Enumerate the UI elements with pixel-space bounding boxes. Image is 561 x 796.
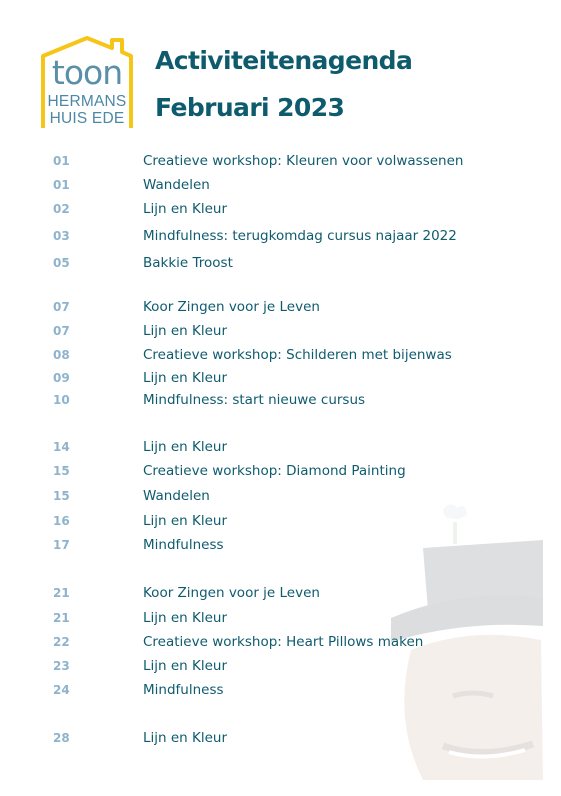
agenda-item — [0, 151, 561, 171]
agenda-day: 16 — [53, 514, 70, 528]
agenda-item — [0, 728, 561, 748]
agenda-day: 15 — [53, 464, 70, 478]
agenda-item — [0, 321, 561, 341]
agenda-activity: Lijn en Kleur — [143, 439, 228, 455]
agenda-item — [0, 345, 561, 365]
agenda-activity: Lijn en Kleur — [143, 370, 228, 386]
agenda-day: 17 — [53, 538, 70, 552]
agenda-day: 09 — [53, 371, 70, 385]
agenda-item — [0, 175, 561, 195]
agenda-item — [0, 583, 561, 603]
agenda-activity: Lijn en Kleur — [143, 610, 228, 626]
agenda-day: 08 — [53, 348, 70, 362]
agenda-item — [0, 511, 561, 531]
agenda-activity: Wandelen — [143, 177, 210, 193]
agenda-activity: Koor Zingen voor je Leven — [143, 585, 320, 601]
agenda-day: 15 — [53, 489, 70, 503]
agenda-item — [0, 253, 561, 273]
agenda-day: 21 — [53, 611, 70, 625]
agenda-day: 07 — [53, 300, 70, 314]
agenda-activity: Mindfulness: start nieuwe cursus — [143, 392, 366, 408]
agenda-item — [0, 461, 561, 481]
agenda-day: 02 — [53, 202, 70, 216]
agenda-item — [0, 656, 561, 676]
agenda-day: 05 — [53, 256, 70, 270]
agenda-day: 24 — [53, 683, 70, 697]
agenda-day: 22 — [53, 635, 70, 649]
agenda-item — [0, 226, 561, 246]
agenda-day: 10 — [53, 393, 70, 407]
agenda-item — [0, 199, 561, 219]
agenda-day: 21 — [53, 586, 70, 600]
agenda-item — [0, 535, 561, 555]
agenda-activity: Creatieve workshop: Schilderen met bijenwas — [143, 347, 452, 363]
logo-line-1: HERMANS — [47, 93, 127, 110]
agenda-activity: Mindfulness — [143, 537, 224, 553]
agenda-day: 14 — [53, 440, 70, 454]
agenda-day: 23 — [53, 659, 70, 673]
agenda-day: 28 — [53, 731, 70, 745]
agenda-day: 01 — [53, 154, 70, 168]
agenda-item — [0, 680, 561, 700]
agenda-activity: Lijn en Kleur — [143, 513, 228, 529]
logo-word: toon — [51, 53, 123, 92]
agenda-activity: Lijn en Kleur — [143, 730, 228, 746]
agenda-item — [0, 632, 561, 652]
agenda-activity: Creatieve workshop: Diamond Painting — [143, 463, 406, 479]
agenda-item — [0, 368, 561, 388]
agenda-activity: Wandelen — [143, 488, 210, 504]
agenda-activity: Bakkie Troost — [143, 255, 233, 271]
agenda-activity: Lijn en Kleur — [143, 323, 228, 339]
page-subtitle: Februari 2023 — [155, 93, 345, 122]
agenda-activity: Mindfulness — [143, 682, 224, 698]
agenda-activity: Lijn en Kleur — [143, 201, 228, 217]
agenda-activity: Lijn en Kleur — [143, 658, 228, 674]
agenda-item — [0, 297, 561, 317]
logo-line-2: HUIS EDE — [49, 110, 125, 127]
agenda-activity: Koor Zingen voor je Leven — [143, 299, 320, 315]
agenda-item — [0, 608, 561, 628]
agenda-day: 03 — [53, 229, 70, 243]
agenda-day: 01 — [53, 178, 70, 192]
agenda-day: 07 — [53, 324, 70, 338]
agenda-activity: Creatieve workshop: Kleuren voor volwassenen — [143, 153, 464, 169]
agenda-activity: Mindfulness: terugkomdag cursus najaar 2022 — [143, 228, 457, 244]
agenda-item — [0, 486, 561, 506]
agenda-activity: Creatieve workshop: Heart Pillows maken — [143, 634, 424, 650]
page-title: Activiteitenagenda — [155, 46, 413, 75]
agenda-item — [0, 390, 561, 410]
agenda-item — [0, 437, 561, 457]
